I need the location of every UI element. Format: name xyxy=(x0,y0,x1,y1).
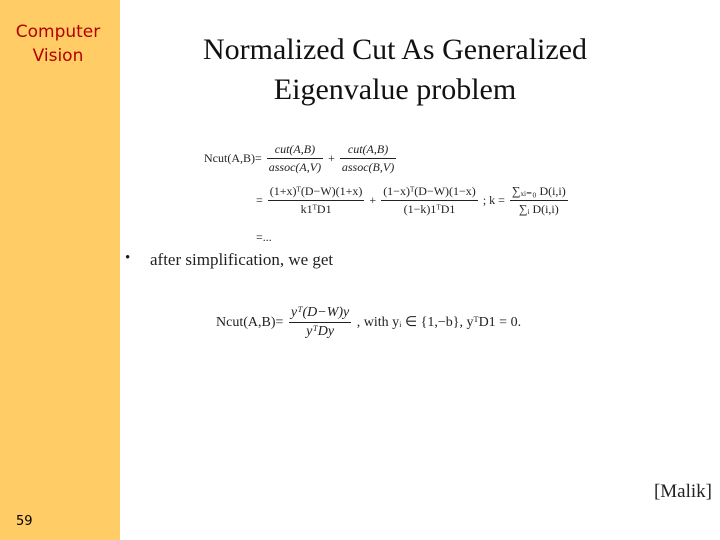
eq4-numerator: yᵀ(D−W)y xyxy=(289,305,351,323)
eq2-k-definition: ; k = xyxy=(482,193,505,207)
eq4-condition: , with yᵢ ∈ {1,−b}, yᵀD1 = 0. xyxy=(356,315,522,330)
eq2-frac2-numerator: (1−x)ᵀ(D−W)(1−x) xyxy=(381,184,478,201)
slide-title xyxy=(150,30,640,110)
eq1-fraction-2 xyxy=(340,142,396,175)
eq1-frac2-numerator: cut(A,B) xyxy=(340,142,396,159)
eq2-frac1-denominator: k1ᵀD1 xyxy=(300,202,332,216)
eq2-plus: + xyxy=(369,193,377,207)
course-title-line2: Vision xyxy=(32,46,84,66)
ncut-definition-equation xyxy=(202,142,396,175)
course-title-line1: Computer xyxy=(15,22,101,42)
eq2-fraction-1 xyxy=(268,184,365,217)
eq4-denominator: yᵀDy xyxy=(306,324,335,339)
eq1-fraction-1 xyxy=(267,142,323,175)
eq4-lhs: Ncut(A,B)= xyxy=(216,314,284,330)
slide-title-line1: Normalized Cut As Generalized xyxy=(202,33,588,66)
bullet-marker: • xyxy=(125,250,131,266)
sidebar xyxy=(0,0,120,540)
eq1-frac2-denominator: assoc(B,V) xyxy=(341,160,395,174)
eq1-frac1-numerator: cut(A,B) xyxy=(267,142,323,159)
eq2-fraction-2 xyxy=(381,184,478,217)
eq2-frac1-numerator: (1+x)ᵀ(D−W)(1+x) xyxy=(268,184,365,201)
eq2-fraction-3 xyxy=(510,184,568,217)
eq4-fraction xyxy=(289,305,351,340)
page-number: 59 xyxy=(16,514,33,529)
citation: [Malik] xyxy=(653,481,712,502)
eq2-equals: = xyxy=(256,193,263,207)
eq1-frac1-denominator: assoc(A,V) xyxy=(268,160,322,174)
generalized-eigenvalue-equation xyxy=(214,305,523,340)
course-title xyxy=(0,20,116,68)
ellipsis-equation: =... xyxy=(256,230,272,244)
eq1-lhs: Ncut(A,B)= xyxy=(204,151,262,165)
eq2-frac3-numerator: ∑ₓᵢ₌₀ D(i,i) xyxy=(510,184,568,201)
bullet-text: after simplification, we get xyxy=(150,250,334,269)
eq2-frac2-denominator: (1−k)1ᵀD1 xyxy=(403,202,456,216)
ncut-expansion-equation xyxy=(254,184,568,217)
eq2-frac3-denominator: ∑ᵢ D(i,i) xyxy=(518,202,559,216)
slide-title-line2: Eigenvalue problem xyxy=(273,73,517,106)
eq1-plus: + xyxy=(328,151,335,165)
